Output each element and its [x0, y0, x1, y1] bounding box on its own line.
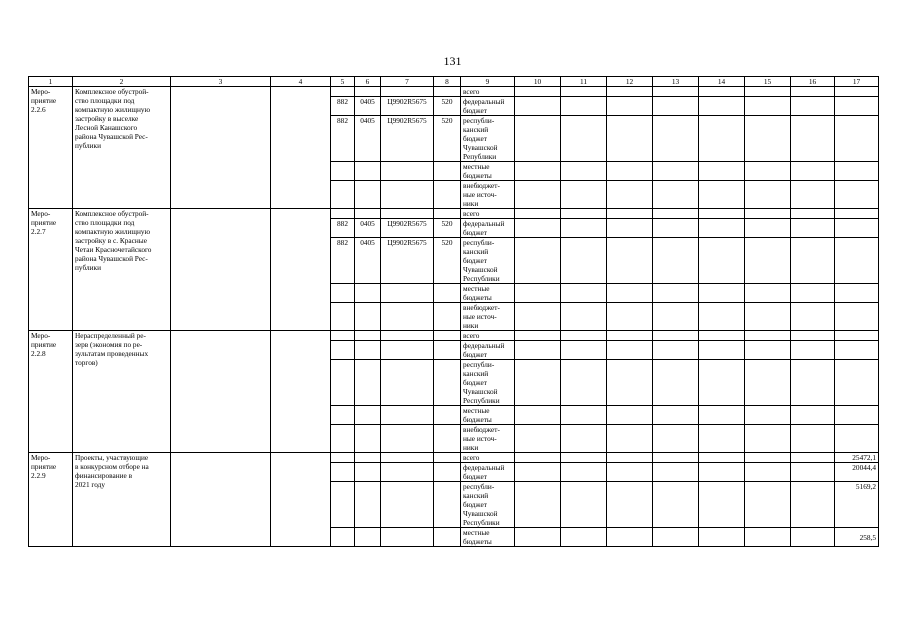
- measure-name: Проекты, участвующие в конкурсном отборе на финансирование в 2021 году: [73, 453, 171, 547]
- funding-source: внебюджет- ные источ- ники: [461, 303, 515, 331]
- cell-c6: 0405: [355, 238, 381, 284]
- measure-label: Меро- приятие 2.2.7: [29, 209, 73, 331]
- page-number: 131: [443, 54, 462, 68]
- cell-c7: Ц9902R5675: [381, 116, 434, 162]
- col-header: 11: [561, 77, 607, 87]
- funding-source: федеральный бюджет: [461, 341, 515, 360]
- measure-name: Комплексное обустрой- ство площадки под компактную жилищную застройку в выселке Лесной Канашского района Чувашской Рес- публики: [73, 87, 171, 209]
- funding-source: республи- канский бюджет Чувашской Республики: [461, 238, 515, 284]
- cell-c8: 520: [434, 219, 461, 238]
- col-header: 16: [791, 77, 835, 87]
- funding-source: местные бюджеты: [461, 528, 515, 547]
- funding-source: федеральный бюджет: [461, 219, 515, 238]
- funding-source: всего: [461, 331, 515, 341]
- table-row: [29, 87, 879, 97]
- funding-source: всего: [461, 209, 515, 219]
- col-header: 14: [699, 77, 745, 87]
- col-header: 10: [515, 77, 561, 87]
- measure-label: Меро- приятие 2.2.8: [29, 331, 73, 453]
- value-col17: 258,5: [835, 528, 879, 547]
- funding-source: федеральный бюджет: [461, 463, 515, 482]
- cell-c6: 0405: [355, 116, 381, 162]
- measure-label: Меро- приятие 2.2.9: [29, 453, 73, 547]
- value-col17: 25472,1: [835, 453, 879, 463]
- col-header: 12: [607, 77, 653, 87]
- table-row: [29, 209, 879, 219]
- table-row: [29, 453, 879, 463]
- col-header: 13: [653, 77, 699, 87]
- cell-c8: 520: [434, 238, 461, 284]
- col-header: 17: [835, 77, 879, 87]
- measure-name: Нераспределенный ре- зерв (экономия по ре- зультатам проведенных торгов): [73, 331, 171, 453]
- col-header: 9: [461, 77, 515, 87]
- col-header: 2: [73, 77, 171, 87]
- funding-source: всего: [461, 87, 515, 97]
- cell-c6: 0405: [355, 219, 381, 238]
- funding-source: всего: [461, 453, 515, 463]
- col-header: 7: [381, 77, 434, 87]
- value-col17: 5169,2: [835, 482, 879, 528]
- col-header: 3: [171, 77, 271, 87]
- cell-c7: Ц9902R5675: [381, 97, 434, 116]
- col-header: 6: [355, 77, 381, 87]
- measure-name: Комплексное обустрой- ство площадки под компактную жилищную застройку в с. Красные Четаи Красночетайского района Чувашской Рес- публики: [73, 209, 171, 331]
- funding-source: местные бюджеты: [461, 406, 515, 425]
- cell-c6: 0405: [355, 97, 381, 116]
- col-header: 15: [745, 77, 791, 87]
- cell-c8: 520: [434, 116, 461, 162]
- funding-source: местные бюджеты: [461, 284, 515, 303]
- cell-c8: 520: [434, 97, 461, 116]
- cell-c5: 882: [331, 116, 355, 162]
- cell-c5: 882: [331, 219, 355, 238]
- col-header: 5: [331, 77, 355, 87]
- value-col17: 20044,4: [835, 463, 879, 482]
- col-header: 8: [434, 77, 461, 87]
- funding-source: республи- канский бюджет Чувашской Республики: [461, 482, 515, 528]
- funding-source: внебюджет- ные источ- ники: [461, 425, 515, 453]
- funding-source: внебюджет- ные источ- ники: [461, 181, 515, 209]
- col-header: 4: [271, 77, 331, 87]
- cell-c7: Ц9902R5675: [381, 238, 434, 284]
- cell-c5: 882: [331, 238, 355, 284]
- measure-label: Меро- приятие 2.2.6: [29, 87, 73, 209]
- funding-source: республи- канский бюджет Чувашской Републики: [461, 116, 515, 162]
- cell-c5: 882: [331, 97, 355, 116]
- col-header: 1: [29, 77, 73, 87]
- cell-c7: Ц9902R5675: [381, 219, 434, 238]
- funding-source: местные бюджеты: [461, 162, 515, 181]
- funding-source: федеральный бюджет: [461, 97, 515, 116]
- program-table: [28, 76, 879, 547]
- header-row: [29, 77, 879, 87]
- table-row: [29, 331, 879, 341]
- funding-source: республи- канский бюджет Чувашской Республики: [461, 360, 515, 406]
